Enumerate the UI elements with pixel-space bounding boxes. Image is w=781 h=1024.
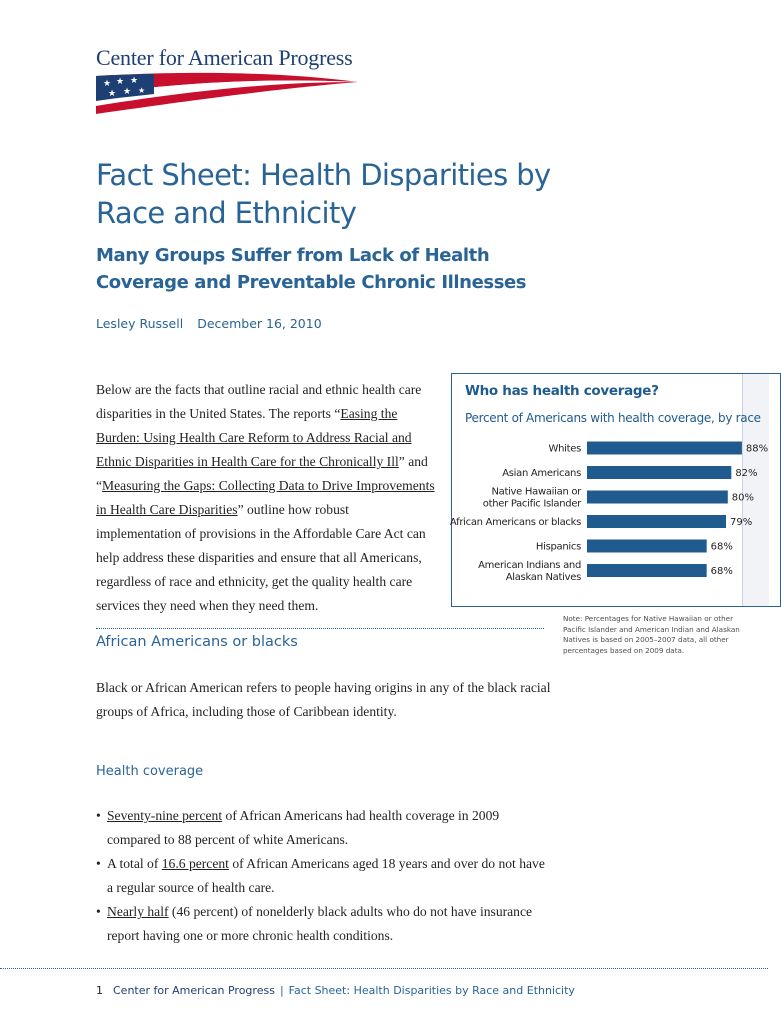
list-item-text: of African Americans had health coverage in 2009 compared to 88 percent of white Americans. bbox=[107, 808, 500, 847]
footer bbox=[96, 984, 575, 997]
chart-value-label: 88% bbox=[745, 443, 769, 455]
chart-value-label: 80% bbox=[731, 492, 755, 504]
section-divider bbox=[96, 628, 544, 629]
publish-date: December 16, 2010 bbox=[197, 316, 322, 331]
svg-text:★: ★ bbox=[103, 79, 112, 89]
intro-paragraph bbox=[96, 378, 436, 618]
bullet-list bbox=[96, 804, 546, 948]
list-item-text: (46 percent) of nonelderly black adults who do not have insurance report having one or more chronic health conditions. bbox=[107, 904, 533, 943]
intro-text: Below are the facts that outline racial and ethnic health care disparities in the United States. The reports “ bbox=[96, 382, 422, 421]
subsection-heading: Health coverage bbox=[96, 764, 204, 779]
chart-note: Note: Percentages for Native Hawaiian or other Pacific Islander and American Indian and Alaskan Natives is based on 2005–2007 data, all other percentages based on 2009 data. bbox=[563, 614, 740, 655]
byline bbox=[96, 316, 322, 331]
chart-bar bbox=[587, 442, 742, 455]
svg-text:★: ★ bbox=[138, 86, 146, 95]
footer-divider bbox=[0, 968, 768, 969]
link-measuring-the-gaps[interactable]: Measuring the Gaps: Collecting Data to Drive Improvements in Health Care Disparities bbox=[96, 478, 435, 517]
list-item-text: A total of bbox=[107, 856, 162, 871]
section-paragraph: Black or African American refers to people having origins in any of the black racial groups of Africa, including those of Caribbean identity. bbox=[96, 680, 551, 719]
intro-text: ” and “ bbox=[96, 454, 428, 493]
chart-value-label: 68% bbox=[710, 566, 733, 577]
section-heading: African Americans or blacks bbox=[96, 634, 298, 650]
logo-text: Center for American Progress bbox=[96, 45, 353, 70]
page-title: Fact Sheet: Health Disparities by Race and Ethnicity bbox=[96, 158, 551, 230]
list-item bbox=[96, 900, 546, 948]
list-item bbox=[96, 852, 546, 900]
intro-text: ” outline how robust implementation of provisions in the Affordable Care Act can help address these disparities and ensure that all Americans, regardless of race and ethnicity, get the quality health care services they need when they need them. bbox=[96, 502, 426, 613]
svg-text:★: ★ bbox=[116, 77, 125, 87]
page-subtitle: Many Groups Suffer from Lack of Health Coverage and Preventable Chronic Illnesses bbox=[96, 245, 527, 293]
chart-bar bbox=[587, 491, 728, 504]
chart-title: Who has health coverage? bbox=[465, 383, 659, 399]
chart-category-label: Native Hawaiian or other Pacific Islander bbox=[482, 486, 581, 510]
footer-separator: | bbox=[279, 984, 284, 997]
list-item bbox=[96, 804, 546, 852]
svg-text:★: ★ bbox=[130, 76, 139, 86]
chart-bar bbox=[587, 564, 707, 577]
coverage-bar-chart bbox=[449, 430, 769, 595]
link-16-6-percent[interactable]: 16.6 percent bbox=[161, 856, 229, 871]
chart-category-label: African Americans or blacks bbox=[449, 517, 581, 528]
link-easing-the-burden[interactable]: Easing the Burden: Using Health Care Reform to Address Racial and Ethnic Disparities in Health Care for the Chronically Ill bbox=[96, 406, 412, 469]
link-seventy-nine-percent[interactable]: Seventy-nine percent bbox=[107, 808, 223, 823]
chart-value-label: 79% bbox=[730, 517, 753, 528]
chart-value-label: 82% bbox=[735, 468, 758, 479]
logo bbox=[96, 46, 366, 116]
link-nearly-half[interactable]: Nearly half bbox=[107, 904, 169, 919]
chart-category-label: Hispanics bbox=[535, 541, 581, 553]
chart-category-label: American Indians and Alaskan Natives bbox=[478, 560, 581, 583]
chart-value-label: 68% bbox=[710, 541, 733, 553]
footer-org: Center for American Progress bbox=[113, 984, 275, 997]
chart-subtitle: Percent of Americans with health coverage, by race bbox=[465, 411, 761, 425]
chart-side-strip bbox=[742, 374, 769, 606]
list-item-text: of African Americans aged 18 years and over do not have a regular source of health care. bbox=[107, 856, 545, 895]
chart-bar bbox=[587, 466, 731, 479]
chart-bar bbox=[587, 515, 726, 528]
chart-category-label: Whites bbox=[548, 443, 581, 455]
footer-doc-title: Fact Sheet: Health Disparities by Race and Ethnicity bbox=[288, 984, 575, 997]
chart-bar bbox=[587, 540, 707, 553]
author: Lesley Russell bbox=[96, 316, 184, 331]
chart-category-label: Asian Americans bbox=[502, 468, 581, 479]
svg-text:★: ★ bbox=[123, 87, 132, 97]
flag-swoosh-icon bbox=[96, 72, 358, 116]
svg-text:★: ★ bbox=[108, 89, 117, 99]
page-number: 1 bbox=[96, 984, 103, 997]
